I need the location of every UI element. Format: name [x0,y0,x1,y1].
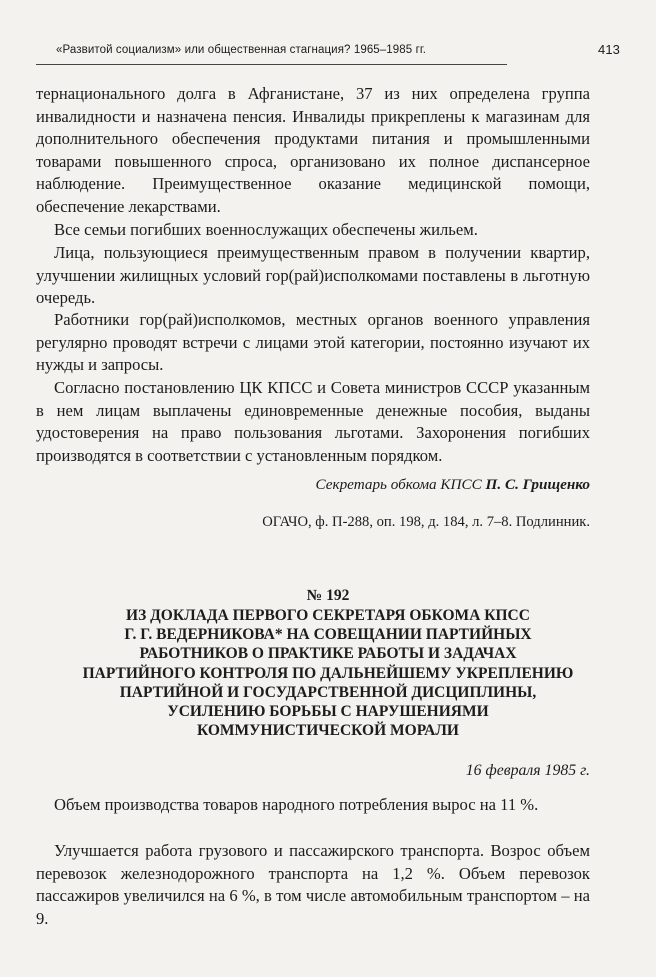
paragraph: Работники гор(рай)исполкомов, местных органов военного управления регулярно проводят встречи с лицами этой категории, постоянно изучают их нужды и запросы. [36,310,590,375]
document-title-line: УСИЛЕНИЮ БОРЬБЫ С НАРУШЕНИЯМИ [167,703,489,721]
document-title [80,606,576,740]
header-rule [36,64,507,65]
document-date: 16 февраля 1985 г. [465,762,590,779]
document-title-line: РАБОТНИКОВ О ПРАКТИКЕ РАБОТЫ И ЗАДАЧАХ [139,645,517,663]
paragraph: Улучшается работа грузового и пассажирского транспорта. Возрос объем перевозок железнодорожного транспорта на 1,2 %. Объем перевозок пассажиров увеличился на 6 %, в том числе автомобильным транспортом – на 9. [36,841,590,928]
signature [316,476,591,494]
document-title-line: Г. Г. ВЕДЕРНИКОВА* НА СОВЕЩАНИИ ПАРТИЙНЫХ [124,626,532,644]
running-title: «Развитой социализм» или общественная стагнация? 1965–1985 гг. [56,44,427,56]
archive-reference: ОГАЧО, ф. П-288, оп. 198, д. 184, л. 7–8. Подлинник. [262,514,590,530]
paragraph: тернационального долга в Афганистане, 37 из них определена группа инвалидности и назначена пенсия. Инвалиды прикреплены к магазинам для дополнительного обеспечения продуктами питания и промышленными товарами повышенного спроса, организовано их полное диспансерное наблюдение. Преимущественное оказание медицинской помощи, обеспечение лекарствами. [36,84,590,216]
document-title-line: ИЗ ДОКЛАДА ПЕРВОГО СЕКРЕТАРЯ ОБКОМА КПСС [126,607,530,624]
paragraph: Все семьи погибших военнослужащих обеспечены жильем. [54,220,478,239]
page-number: 413 [598,42,620,57]
document-title-line: ПАРТИЙНОЙ И ГОСУДАРСТВЕННОЙ ДИСЦИПЛИНЫ, [119,683,537,701]
document-title-line: КОММУНИСТИЧЕСКОЙ МОРАЛИ [197,722,459,740]
paragraph: Лица, пользующиеся преимущественным правом в получении квартир, улучшении жилищных условий гор(рай)исполкомами поставлены в льготную очередь. [36,243,590,308]
signature-position: Секретарь обкома КПСС [315,476,482,493]
signature-name: П. С. Грищенко [485,476,590,493]
paragraph: Согласно постановлению ЦК КПСС и Совета министров СССР указанным в нем лицам выплачены единовременные денежные пособия, выданы удостоверения на право пользования льготами. Захоронения погибших производятся в соответствии с установленным порядком. [36,378,590,465]
document-number: № 192 [306,587,350,604]
paragraph: Объем производства товаров народного потребления вырос на 11 %. [54,795,539,814]
document-title-line: ПАРТИЙНОГО КОНТРОЛЯ ПО ДАЛЬНЕЙШЕМУ УКРЕПЛЕНИЮ [82,664,574,682]
